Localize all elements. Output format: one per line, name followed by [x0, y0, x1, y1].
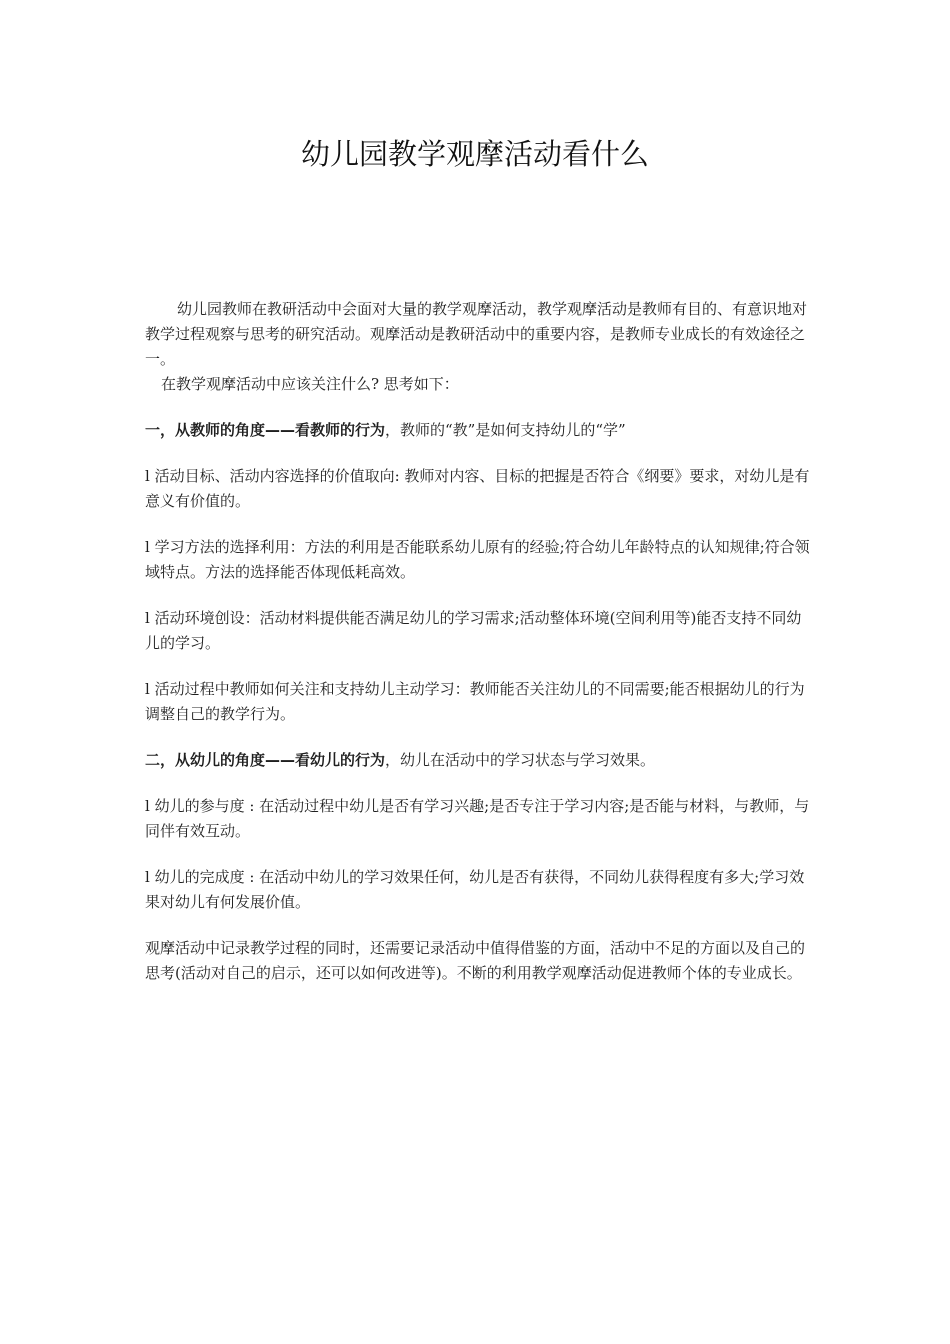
list-item: l 幼儿的参与度 : 在活动过程中幼儿是否有学习兴趣;是否专注于学习内容;是否能与材料，与教师，与同伴有效互动。: [145, 797, 810, 840]
intro-paragraph: 幼儿园教师在教研活动中会面对大量的教学观摩活动，教学观摩活动是教师有目的、有意识地对教学过程观察与思考的研究活动。观摩活动是教研活动中的重要内容，是教师专业成长的有效途径之一。: [145, 300, 808, 368]
section-2-paragraph: [145, 748, 810, 773]
section-1-paragraph: [145, 418, 810, 443]
list-item: l 活动过程中教师如何关注和支持幼儿主动学习：教师能否关注幼儿的不同需要;能否根据幼儿的行为调整自己的教学行为。: [145, 680, 805, 723]
list-item: l 学习方法的选择利用：方法的利用是否能联系幼儿原有的经验;符合幼儿年龄特点的认知规律;符合领域特点。方法的选择能否体现低耗高效。: [145, 538, 810, 581]
document-title: 幼儿园教学观摩活动看什么: [300, 137, 649, 171]
question-paragraph: 在教学观摩活动中应该关注什么? 思考如下：: [161, 375, 459, 393]
list-item: l 活动目标、活动内容选择的价值取向: 教师对内容、目标的把握是否符合《纲要》要求，对幼儿是有意义有价值的。: [145, 467, 810, 510]
document-body: [145, 297, 810, 986]
section-2-tail: ，幼儿在活动中的学习状态与学习效果。: [385, 751, 656, 769]
section-1-heading: 一，从教师的角度——看教师的行为: [145, 421, 386, 439]
list-item: l 幼儿的完成度 : 在活动中幼儿的学习效果任何，幼儿是否有获得，不同幼儿获得程度有多大;学习效果对幼儿有何发展价值。: [145, 868, 805, 911]
section-1-tail: ，教师的“教”是如何支持幼儿的“学”: [385, 421, 626, 439]
list-item: l 活动环境创设：活动材料提供能否满足幼儿的学习需求;活动整体环境(空间利用等)能否支持不同幼儿的学习。: [145, 609, 802, 652]
section-2-heading: 二，从幼儿的角度——看幼儿的行为: [145, 751, 386, 769]
conclusion-paragraph: 观摩活动中记录教学过程的同时，还需要记录活动中值得借鉴的方面，活动中不足的方面以及自己的思考(活动对自己的启示，还可以如何改进等)。不断的利用教学观摩活动促进教师个体的专业成长。: [145, 939, 806, 982]
